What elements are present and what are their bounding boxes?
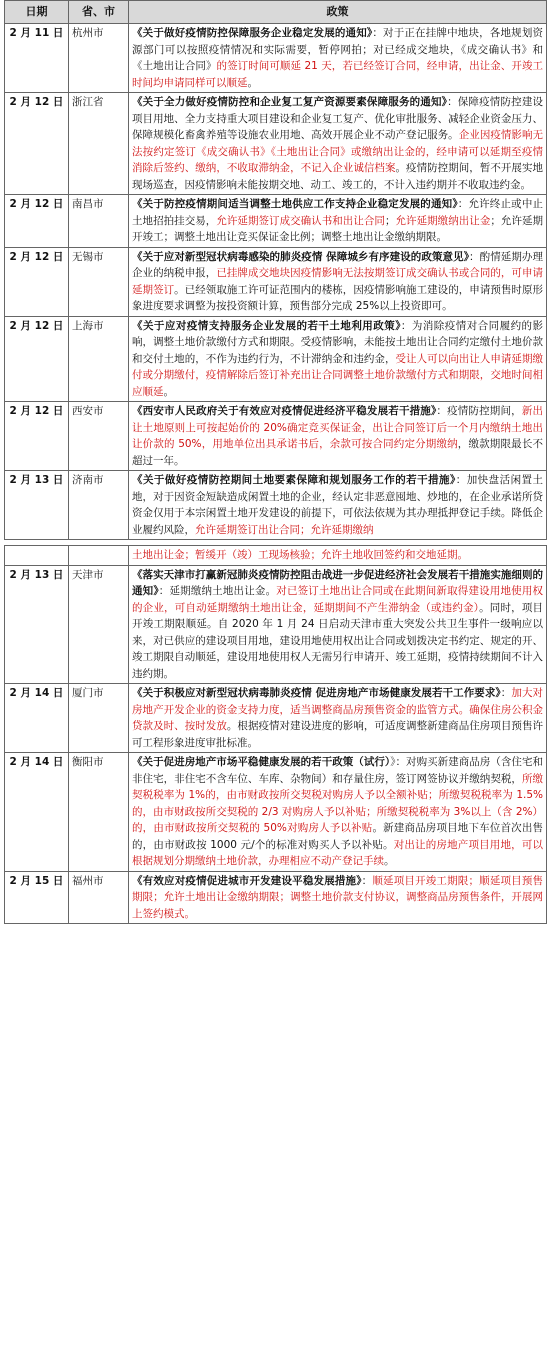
policy-text: 。同时，项目开竣工期限顺延。自 2020 年 1 月 24 日启动天津市重大突发公共卫生事件一级响应以来，对已供应的建设项目用地，建设用地使用权出让合同或划拨决定书约定、规定的开、竣工期限自动顺延，建设用地使用权人无需另行申请开、竣工延期，疫情持续期间不计入违约期。: [132, 601, 544, 680]
policy-text: ：: [361, 874, 373, 887]
row-city: 上海市: [69, 316, 129, 402]
row-city: 无锡市: [69, 247, 129, 316]
row-date: 2 月 12 日: [5, 195, 69, 248]
table-header-row: [5, 1, 547, 24]
row-city: 衡阳市: [69, 753, 129, 872]
policy-highlight: 对已签订土地出让合同或在此期间新取得建设用地使用权的企业，可自动延期缴纳土地出让金，延期期间不产生滞纳金（或违约金）: [132, 585, 544, 614]
table-row: [5, 93, 547, 195]
row-city: [69, 546, 129, 566]
row-city: 济南市: [69, 471, 129, 540]
table-row: [5, 546, 547, 566]
row-policy: [129, 871, 547, 924]
policy-highlight: 允许延期缴纳出让金: [395, 214, 491, 227]
policy-title: 《西安市人民政府关于有效应对疫情促进经济平稳发展若干措施》: [132, 405, 437, 417]
policy-title: 《关于应对疫情支持服务企业发展的若干土地利用政策》: [132, 319, 401, 332]
table-row: [5, 471, 547, 540]
row-date: 2 月 13 日: [5, 565, 69, 684]
policy-text: ：保障疫情防控建设项目用地、全力支持重大项目建设和企业复工复产、优化审批服务、减轻企业资金压力、保障规模化畜禽养殖等设施农业用地、高效开展企业不动产登记服务。: [132, 96, 543, 141]
policy-text: 。已经领取施工许可证范围内的楼栋，因疫情影响施工建设的，申请预售时原形象进度要求调整为按投资额计算，预售部分完成 25%以上投资即可。: [132, 283, 544, 312]
row-policy: [129, 753, 547, 872]
row-policy: [129, 316, 547, 402]
policy-text: ；允许延期开竣工；调整土地出让竞买保证金比例；调整土地出让金缴纳期限。: [132, 214, 544, 243]
policy-text: ：加快盘活闲置土地，对于因资金短缺造成闲置土地的企业，经认定非恶意囤地、炒地的，在企业承诺所贷资金仅用于本宗闲置土地开发建设的前提下，可依法依规为其办理抵押登记手续。降低企业履约风险，: [132, 474, 544, 536]
policy-highlight: 企业因疫情影响无法按约定签订《成交确认书》《土地出让合同》或缴纳出让金的，经申请可以延期至疫情消除后签约、缴纳，不收取滞纳金，不记入企业诚信档案: [132, 129, 544, 174]
policy-text: ：延期缴纳土地出让金。: [158, 585, 277, 597]
policy-text: ，缴款期限最长不超过一年。: [132, 438, 543, 467]
policy-title: 《关于全力做好疫情防控和企业复工复产资源要素保障服务的通知》: [132, 96, 448, 108]
policy-text: ：: [500, 687, 512, 699]
policy-text: 。新建商品房项目地下车位首次出售的，由市财政按 1000 元/个的标准对购买人予以补贴。: [132, 822, 543, 851]
policy-highlight: 新出让土地原则上可按起始价的 20%确定竞买保证金，出让合同签订后一个月内缴纳土地出让价款的 50%，用地单位出具承诺书后，余款可按合同约定分期缴纳: [132, 405, 544, 450]
row-date: 2 月 12 日: [5, 93, 69, 195]
policy-title: 《关于促进房地产市场平稳健康发展的若干政策（试行）: [132, 756, 391, 768]
policy-highlight: 对出让的房地产项目用地，可以根据规划分期缴纳土地价款，办理相应不动产登记手续: [132, 838, 544, 867]
policy-text: 。疫情防控期间，暂不开展实地现场巡查，因疫情影响未能按期交地、动工、竣工的，不计入违约期并不收取违约金。: [132, 162, 544, 191]
policy-title: 《关于应对新型冠状病毒感染的肺炎疫情 保障城乡有序建设的政策意见》: [132, 250, 470, 263]
policy-title: 《有效应对疫情促进城市开发建设平稳发展措施》: [132, 874, 362, 887]
policy-text: ：酌情延期办理企业的纳税申报，: [132, 250, 544, 279]
row-date: 2 月 12 日: [5, 247, 69, 316]
row-date: 2 月 12 日: [5, 402, 69, 471]
policy-title: 《关于做好疫情防控期间土地要素保障和规划服务工作的若干措施》: [132, 474, 456, 486]
policy-table: [4, 0, 547, 924]
policy-text: ；: [384, 214, 396, 227]
row-date: 2 月 15 日: [5, 871, 69, 924]
table-row: [5, 565, 547, 684]
policy-text: 。: [247, 76, 258, 89]
header-date: 日期: [5, 1, 69, 24]
table-row: [5, 684, 547, 753]
row-policy: [129, 546, 547, 566]
table-row: [5, 316, 547, 402]
policy-highlight: 所缴契税税率为 1%的，由市财政按所交契税对购房人予以全额补贴；所缴契税税率为 1.5%的，由市财政按所交契税的 2/3 对购房人予以补贴；所缴契税税率为 3%以上（含 2%）的，由市财政按所交契税的 50%对购房人予以补贴: [132, 772, 544, 834]
table-row: [5, 871, 547, 924]
row-policy: [129, 24, 547, 93]
policy-title: 《关于防控疫情期间适当调整土地供应工作支持企业稳定发展的通知》: [132, 198, 458, 210]
row-city: 天津市: [69, 565, 129, 684]
policy-title: 《落实天津市打赢新冠肺炎疫情防控阻击战进一步促进经济社会发展若干措施实施细则的通知》: [132, 568, 543, 597]
table-body: [5, 24, 547, 924]
table-row: [5, 753, 547, 872]
row-city: 西安市: [69, 402, 129, 471]
table-row: [5, 402, 547, 471]
policy-text: 。: [384, 855, 395, 867]
row-date: 2 月 14 日: [5, 753, 69, 872]
row-date: 2 月 14 日: [5, 684, 69, 753]
policy-highlight: 允许延期签订成交确认书和出让合同: [216, 214, 385, 227]
policy-text: ：疫情防控期间，: [436, 405, 522, 417]
policy-highlight: 的签订时间可顺延 21 天，若已经签订合同，经申请，出让金、开竣工时间均申请同样可以顺延: [132, 60, 544, 89]
table-row: [5, 24, 547, 93]
row-city: 福州市: [69, 871, 129, 924]
policy-highlight: 已挂牌成交地块因疫情影响无法按期签订成交确认书或合同的，可申请延期签订: [132, 267, 544, 296]
header-city: 省、市: [69, 1, 129, 24]
policy-text: ：对于正在挂牌中地块，各地规划资源部门可以按照疫情情况和实际需要，暂停网拍；对已经成交地块，《成交确认书》和《土地出让合同》: [132, 27, 544, 72]
row-policy: [129, 565, 547, 684]
row-policy: [129, 93, 547, 195]
policy-title: 《关于做好疫情防控保障服务企业稳定发展的通知》: [132, 27, 373, 39]
policy-text: 。: [163, 385, 174, 398]
policy-highlight: 允许延期签订出让合同；允许延期缴纳: [195, 523, 374, 536]
policy-text: 》：对购买新建商品房（含住宅和非住宅，非住宅不含车位、车库、杂物间）和存量住房，签订网签协议并缴纳契税，: [132, 756, 544, 785]
table-row: [5, 247, 547, 316]
row-date: 2 月 11 日: [5, 24, 69, 93]
policy-highlight: 顺延项目开竣工期限；顺延项目预售期限；允许土地出让金缴纳期限；调整土地价款支付协议，调整商品房预售条件，开展网上签约模式。: [132, 874, 544, 920]
row-policy: [129, 471, 547, 540]
row-policy: [129, 684, 547, 753]
row-city: 南昌市: [69, 195, 129, 248]
policy-text: ：为消除疫情对合同履约的影响，调整土地价款缴付方式和期限。受疫情影响，未能按土地出让合同约定缴付土地价款和交付土地的，不作为违约行为，不计滞纳金和违约金，: [132, 319, 544, 365]
policy-title: 《关于积极应对新型冠状病毒肺炎疫情 促进房地产市场健康发展若干工作要求》: [132, 687, 501, 699]
row-policy: [129, 195, 547, 248]
policy-text: ：允许终止或中止土地招拍挂交易，: [132, 198, 544, 227]
table-row: [5, 195, 547, 248]
row-policy: [129, 247, 547, 316]
policy-text: 。根据疫情对建设进度的影响，可适度调整新建商品住房项目预售许可工程形象进度审批标准。: [132, 720, 544, 749]
policy-highlight: 受让人可以向出让人申请延期缴付或分期缴付，疫情解除后签订补充出让合同调整土地价款缴付方式和期限，交地时间相应顺延: [132, 352, 544, 398]
policy-highlight: 加大对房地产开发企业的资金支持力度，适当调整商品房预售资金的监管方式。确保住房公积金贷款及时、按时发放: [132, 687, 544, 732]
row-city: 杭州市: [69, 24, 129, 93]
row-date: [5, 546, 69, 566]
policy-highlight: 土地出让金；暂缓开（竣）工现场核验；允许土地收回签约和交地延期。: [132, 549, 468, 561]
row-city: 厦门市: [69, 684, 129, 753]
header-policy: 政策: [129, 1, 547, 24]
row-date: 2 月 13 日: [5, 471, 69, 540]
row-city: 浙江省: [69, 93, 129, 195]
row-date: 2 月 12 日: [5, 316, 69, 402]
row-policy: [129, 402, 547, 471]
